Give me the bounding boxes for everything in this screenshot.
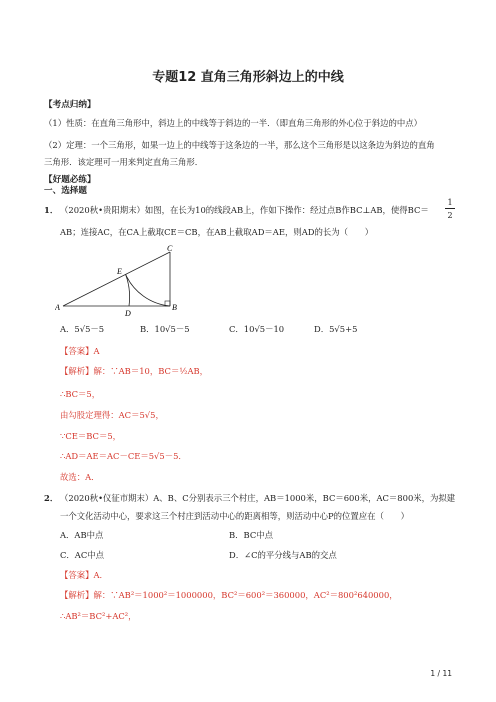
haoti-heading: 【好题必练】	[44, 175, 96, 185]
q2-answer: 【答案】A．	[60, 570, 108, 580]
q1-solution-4: ∵CE＝BC＝5，	[60, 431, 122, 441]
label-c: C	[167, 244, 173, 253]
q1-solution-3: 由勾股定理得：AC＝5√5，	[60, 410, 164, 420]
q2-number: 2．	[44, 493, 59, 503]
arc-ce-cb	[126, 274, 170, 306]
label-b: B	[172, 303, 177, 312]
q2-stem-line2: 一个文化活动中心，要求这三个村庄到活动中心的距离相等，则活动中心P的位置应在（ ）	[60, 511, 410, 521]
kaodian-heading: 【考点归纳】	[44, 100, 96, 110]
q1-fraction-numerator: 1	[447, 198, 453, 207]
theorem-2-line2: 三角形．该定理可一用来判定直角三角形．	[44, 157, 204, 167]
q2-solution-1: 【解析】解：∵AB²＝1000²＝1000000，BC²＝600²＝360000，AC²＝800²640000，	[60, 590, 398, 600]
q1-stem-line2: AB；连接AC，在CA上截取CE＝CB，在AB上截取AD＝AE，则AD的长为（ ）	[60, 227, 374, 237]
page-number: 1 / 11	[430, 669, 452, 678]
q1-solution-2: ∴BC＝5，	[60, 389, 101, 399]
label-a: A	[55, 303, 60, 312]
q1-solution-5: ∴AD＝AE＝AC－CE＝5√5－5．	[60, 451, 187, 461]
q1-option-b: B．10√5－5	[140, 324, 190, 334]
q2-option-c: C．AC中点	[60, 550, 104, 560]
theorem-2-line1: （2）定理：一个三角形，如果一边上的中线等于这条边的一半，那么这个三角形是以这条边为斜边的直角	[44, 140, 435, 150]
label-d: D	[125, 309, 131, 318]
q1-fraction-bar	[445, 208, 455, 209]
q1-figure	[55, 244, 185, 320]
q1-option-a: A．5√5－5	[60, 324, 105, 334]
q1-fraction-denominator: 2	[447, 211, 453, 220]
q2-option-b: B．BC中点	[229, 530, 273, 540]
property-1: （1）性质：在直角三角形中，斜边上的中线等于斜边的一半．（即直角三角形的外心位于斜边的中点）	[44, 118, 423, 128]
q2-stem-line1: （2020秋•仪征市期末）A、B、C分别表示三个村庄，AB＝1000米，BC＝600米，AC＝800米，为拟建	[60, 493, 456, 503]
q1-solution-6: 故选：A．	[60, 472, 100, 482]
q1-number: 1．	[44, 205, 59, 215]
section-choice-heading: 一、选择题	[44, 186, 87, 196]
segment-ac	[63, 252, 170, 306]
q1-answer: 【答案】A	[60, 346, 100, 356]
q1-solution-1: 【解析】解：∵AB＝10，BC＝½AB，	[60, 366, 209, 376]
label-e: E	[117, 267, 122, 276]
q1-stem-line1: （2020秋•贵阳期末）如图，在长为10的线段AB上，作如下操作：经过点B作BC⊥AB，使得BC＝	[60, 205, 429, 215]
page-title: 专题12 直角三角形斜边上的中线	[152, 70, 344, 85]
q2-option-d: D．∠C的平分线与AB的交点	[229, 550, 337, 560]
q2-solution-2: ∴AB²＝BC²+AC²，	[60, 611, 137, 621]
q1-option-c: C．10√5－10	[229, 324, 285, 334]
q1-option-d: D．5√5+5	[314, 324, 358, 334]
q2-option-a: A．AB中点	[60, 530, 104, 540]
